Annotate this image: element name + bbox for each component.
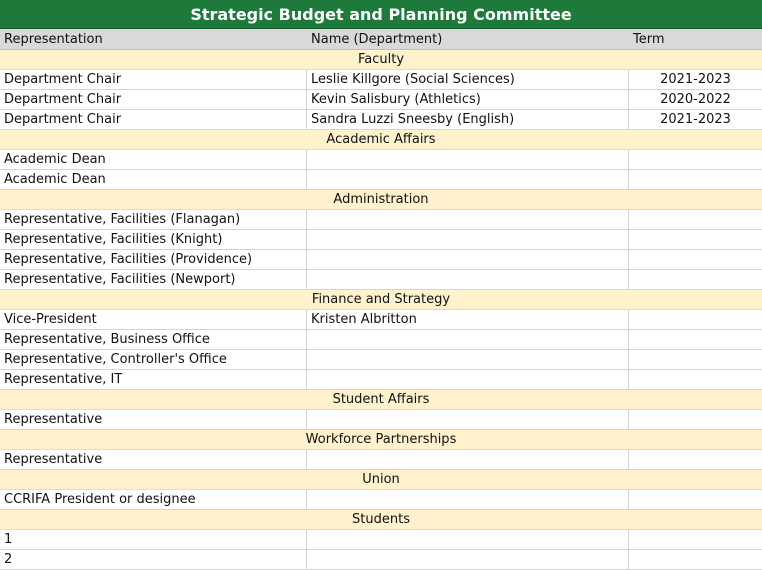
name-cell[interactable]: Kevin Salisbury (Athletics)	[307, 90, 629, 109]
table-row	[0, 230, 762, 250]
table-row	[0, 250, 762, 270]
representation-cell[interactable]: Representative	[0, 450, 307, 469]
term-cell[interactable]	[629, 170, 762, 189]
table-row	[0, 450, 762, 470]
representation-cell[interactable]: Representative, Facilities (Providence)	[0, 250, 307, 269]
section-header[interactable]: Finance and Strategy	[0, 290, 762, 310]
representation-cell[interactable]: Representative, Facilities (Newport)	[0, 270, 307, 289]
term-cell[interactable]: 2020-2022	[660, 92, 731, 107]
table-row	[0, 370, 762, 390]
representation-cell[interactable]: 1	[0, 530, 307, 549]
term-cell[interactable]	[629, 310, 762, 329]
term-cell[interactable]	[629, 450, 762, 469]
representation-cell[interactable]: Academic Dean	[0, 170, 307, 189]
name-cell[interactable]	[307, 150, 629, 169]
representation-cell[interactable]: Vice-President	[0, 310, 307, 329]
representation-cell[interactable]: Representative, Business Office	[0, 330, 307, 349]
term-cell[interactable]	[629, 150, 762, 169]
table-row	[0, 70, 762, 90]
name-cell[interactable]	[307, 530, 629, 549]
term-cell[interactable]	[629, 410, 762, 429]
representation-cell[interactable]: CCRIFA President or designee	[0, 490, 307, 509]
term-cell[interactable]	[629, 550, 762, 569]
table-row	[0, 550, 762, 570]
table-row	[0, 350, 762, 370]
table-row	[0, 490, 762, 510]
table-row	[0, 90, 762, 110]
name-cell[interactable]	[307, 350, 629, 369]
term-cell[interactable]	[629, 330, 762, 349]
header-term[interactable]: Term	[633, 31, 665, 47]
section-header[interactable]: Academic Affairs	[0, 130, 762, 150]
term-cell[interactable]	[629, 230, 762, 249]
name-cell[interactable]	[307, 370, 629, 389]
name-cell[interactable]: Sandra Luzzi Sneesby (English)	[307, 110, 629, 129]
term-cell[interactable]	[629, 250, 762, 269]
term-cell[interactable]	[629, 270, 762, 289]
representation-cell[interactable]: 2	[0, 550, 307, 569]
section-header[interactable]: Workforce Partnerships	[0, 430, 762, 450]
term-cell[interactable]: 2021-2023	[660, 72, 731, 87]
section-header[interactable]: Administration	[0, 190, 762, 210]
term-cell[interactable]	[629, 350, 762, 369]
term-cell[interactable]: 2021-2023	[660, 112, 731, 127]
name-cell[interactable]	[307, 230, 629, 249]
term-cell[interactable]	[629, 210, 762, 229]
representation-cell[interactable]: Representative, Controller's Office	[0, 350, 307, 369]
table-row	[0, 530, 762, 550]
section-header[interactable]: Union	[0, 470, 762, 490]
representation-cell[interactable]: Academic Dean	[0, 150, 307, 169]
name-cell[interactable]	[307, 330, 629, 349]
term-cell[interactable]	[629, 490, 762, 509]
section-header[interactable]: Students	[0, 510, 762, 530]
table-row	[0, 210, 762, 230]
section-header[interactable]: Faculty	[0, 50, 762, 70]
table-row	[0, 150, 762, 170]
header-name-department[interactable]: Name (Department)	[311, 31, 443, 47]
name-cell[interactable]	[307, 250, 629, 269]
representation-cell[interactable]: Department Chair	[0, 110, 307, 129]
representation-cell[interactable]: Department Chair	[0, 90, 307, 109]
representation-cell[interactable]: Representative, Facilities (Knight)	[0, 230, 307, 249]
table-body	[0, 50, 762, 570]
representation-cell[interactable]: Representative	[0, 410, 307, 429]
representation-cell[interactable]: Representative, IT	[0, 370, 307, 389]
name-cell[interactable]: Leslie Killgore (Social Sciences)	[307, 70, 629, 89]
table-row	[0, 310, 762, 330]
name-cell[interactable]	[307, 270, 629, 289]
name-cell[interactable]	[307, 450, 629, 469]
table-row	[0, 170, 762, 190]
name-cell[interactable]	[307, 550, 629, 569]
name-cell[interactable]	[307, 210, 629, 229]
term-cell[interactable]	[629, 530, 762, 549]
term-cell[interactable]	[629, 370, 762, 389]
sheet-title[interactable]: Strategic Budget and Planning Committee	[0, 0, 762, 29]
header-representation[interactable]: Representation	[4, 31, 103, 47]
representation-cell[interactable]: Representative, Facilities (Flanagan)	[0, 210, 307, 229]
column-header-row	[0, 29, 762, 50]
table-row	[0, 410, 762, 430]
name-cell[interactable]	[307, 410, 629, 429]
name-cell[interactable]: Kristen Albritton	[307, 310, 629, 329]
section-header[interactable]: Student Affairs	[0, 390, 762, 410]
name-cell[interactable]	[307, 170, 629, 189]
name-cell[interactable]	[307, 490, 629, 509]
representation-cell[interactable]: Department Chair	[0, 70, 307, 89]
table-row	[0, 330, 762, 350]
table-row	[0, 110, 762, 130]
table-row	[0, 270, 762, 290]
